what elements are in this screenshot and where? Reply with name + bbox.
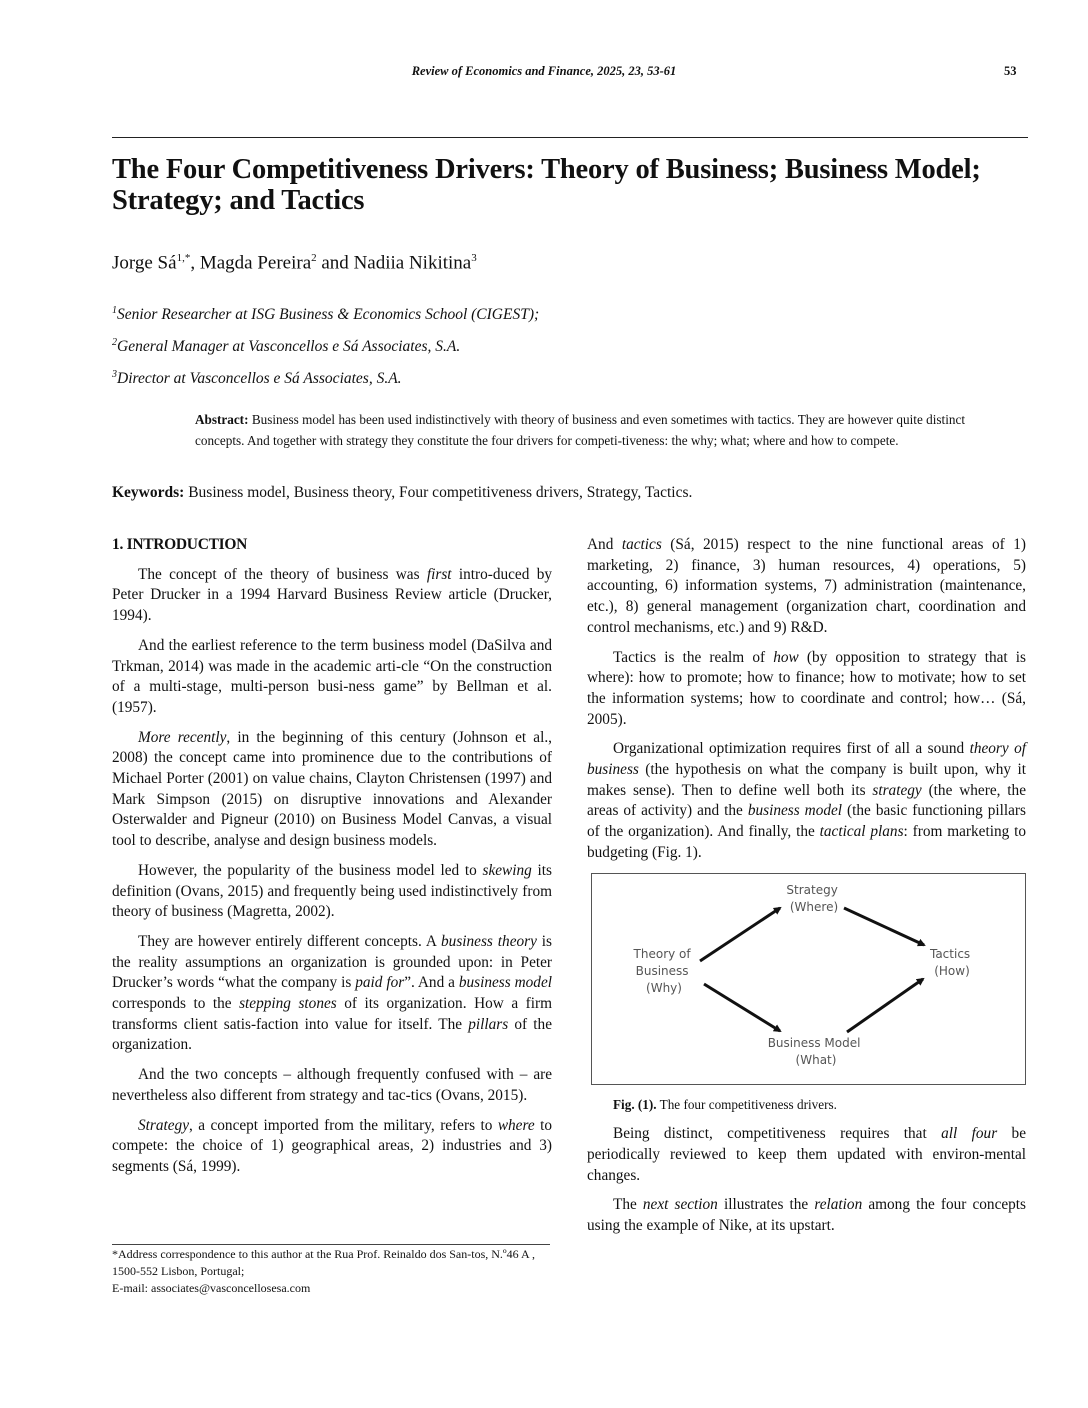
footnote bbox=[112, 1246, 552, 1297]
keywords-label: Keywords: bbox=[112, 484, 185, 501]
running-header: Review of Economics and Finance, 2025, 23, 53-61 bbox=[411, 64, 677, 78]
affiliation-marker: 2 bbox=[112, 337, 117, 348]
paragraph: And tactics (Sá, 2015) respect to the nine functional areas of 1) marketing, 2) finance, 3) human resources, 4) operations, 5) accounting, 6) information systems, 7) administration (maintenance, etc.), 8) general management (organization chart, coordination and control mechanisms, etc.) and 9) R&D. bbox=[587, 536, 1026, 636]
abstract-text: Business model has been used indistinctively with theory of business and even sometimes with tactics. They are however quite distinct concepts. And together with strategy they constitute the four drivers for competi-tiveness: the why; what; where and how to compete. bbox=[195, 412, 965, 448]
abstract-label: Abstract: bbox=[195, 412, 249, 427]
affiliation-2 bbox=[112, 337, 460, 356]
affiliation-marker: 3 bbox=[112, 369, 117, 380]
affiliation-text: Senior Researcher at ISG Business & Economics School (CIGEST); bbox=[117, 306, 540, 324]
affiliation-1 bbox=[112, 305, 539, 324]
paper-title: The Four Competitiveness Drivers: Theory of Business; Business Model; Strategy; and Tactics bbox=[112, 154, 981, 216]
section-heading: 1. INTRODUCTION bbox=[112, 536, 248, 553]
paragraph: And the two concepts – although frequently confused with – are nevertheless also different from strategy and tac-tics (Ovans, 2015). bbox=[112, 1066, 552, 1104]
author-separator: and bbox=[316, 252, 354, 274]
arrow-why-to-what bbox=[704, 984, 780, 1031]
paragraph: Organizational optimization requires first of all a sound theory of business (the hypothesis on what the company is built upon, why it makes sense). Then to define well both its strategy (the where, the areas of activity) and the business model (the basic functioning pillars of the organization). And finally, the tactical plans: from marketing to budgeting (Fig. 1). bbox=[587, 740, 1027, 861]
header-rule bbox=[112, 137, 1028, 138]
caption-label: Fig. (1). bbox=[613, 1096, 657, 1112]
author-1-affil: 1,* bbox=[176, 252, 191, 264]
author-2: Magda Pereira bbox=[199, 252, 312, 274]
paragraph: The concept of the theory of business was first intro-duced by Peter Drucker in a 1994 Harvard Business Review article (Drucker, 1994). bbox=[112, 565, 552, 625]
abstract bbox=[195, 410, 965, 451]
paragraph: Being distinct, competitiveness requires that all four be periodically reviewed to keep them updated with environ-mental changes. bbox=[587, 1125, 1026, 1184]
caption-text: The four competitiveness drivers. bbox=[656, 1096, 837, 1112]
node-strategy: Strategy (Where) bbox=[786, 882, 839, 914]
paragraph: More recently, in the beginning of this century (Johnson et al., 2008) the concept came into prominence due to the contributions of Michael Porter (2001) on value chains, Clayton Christensen (1997) and Mark Simpson (2015) on disruptive innovations and Alexander Osterwalder and Pigneur (2010) on Business Model Canvas, a visual tool to describe, analyse and design business models. bbox=[112, 728, 552, 850]
affiliation-3 bbox=[112, 369, 402, 388]
paragraph: The next section illustrates the relation among the four concepts using the example of Nike, at its upstart. bbox=[587, 1196, 1026, 1235]
keywords bbox=[112, 484, 1032, 502]
paragraph: Strategy, a concept imported from the military, refers to where to compete: the choice of 1) geographical areas, 2) industries and 3) segments (Sá, 1999). bbox=[112, 1116, 553, 1175]
paragraph: They are however entirely different concepts. A business theory is the reality assumptions an organization is grounded upon: in Peter Drucker’s words “what the company is paid for”. And a business model corresponds to the stepping stones of its organization. How a firm transforms client satis-faction into value for itself. The pillars of the organization. bbox=[112, 932, 553, 1054]
author-2-affil: 2 bbox=[311, 252, 317, 264]
author-1: Jorge Sá bbox=[112, 252, 177, 274]
node-business-model: Business Model (What) bbox=[767, 1035, 861, 1067]
page-number: 53 bbox=[1004, 64, 1017, 78]
paragraph: Tactics is the realm of how (by opposition to strategy that is where): how to promote; how to finance; how to motivate; how to set the information systems; how to coordinate and control; how… (Sá, 2005). bbox=[587, 648, 1026, 728]
node-theory-of-business: Theory of Business (Why) bbox=[633, 946, 691, 995]
keywords-text: Business model, Business theory, Four competitiveness drivers, Strategy, Tactics. bbox=[188, 484, 693, 501]
left-column bbox=[112, 535, 552, 1187]
right-column bbox=[587, 535, 1026, 1246]
affiliation-text: General Manager at Vasconcellos e Sá Associates, S.A. bbox=[117, 338, 461, 356]
arrow-what-to-how bbox=[847, 979, 923, 1032]
arrow-where-to-how bbox=[844, 908, 924, 945]
author-3: Nadiia Nikitina bbox=[353, 252, 472, 274]
figure-1 bbox=[591, 873, 1026, 1085]
affiliation-marker: 1 bbox=[112, 305, 117, 316]
node-tactics: Tactics (How) bbox=[929, 946, 971, 978]
footnote-address: *Address correspondence to this author at the Rua Prof. Reinaldo dos San-tos, N.º46 A , 1500-552 Lisbon, Portugal; bbox=[112, 1247, 535, 1278]
footnote-email: E-mail: associates@vasconcellosesa.com bbox=[112, 1281, 311, 1295]
paragraph: However, the popularity of the business model led to skewing its definition (Ovans, 2015) and frequently being used indistinctively from theory of business (Magretta, 2002). bbox=[112, 861, 552, 921]
affiliation-text: Director at Vasconcellos e Sá Associates, S.A. bbox=[117, 370, 402, 388]
author-separator: , bbox=[190, 252, 200, 274]
author-3-affil: 3 bbox=[471, 252, 477, 264]
paragraph: And the earliest reference to the term business model (DaSilva and Trkman, 2014) was made in the academic arti-cle “On the construction of a multi-stage, multi-person busi-ness game” by Bellman et al. (1957). bbox=[112, 636, 552, 716]
arrow-why-to-where bbox=[700, 908, 780, 961]
competitiveness-diagram bbox=[592, 874, 1025, 1084]
figure-caption bbox=[587, 1095, 1026, 1116]
footnote-rule bbox=[112, 1244, 550, 1245]
authors bbox=[112, 252, 477, 274]
